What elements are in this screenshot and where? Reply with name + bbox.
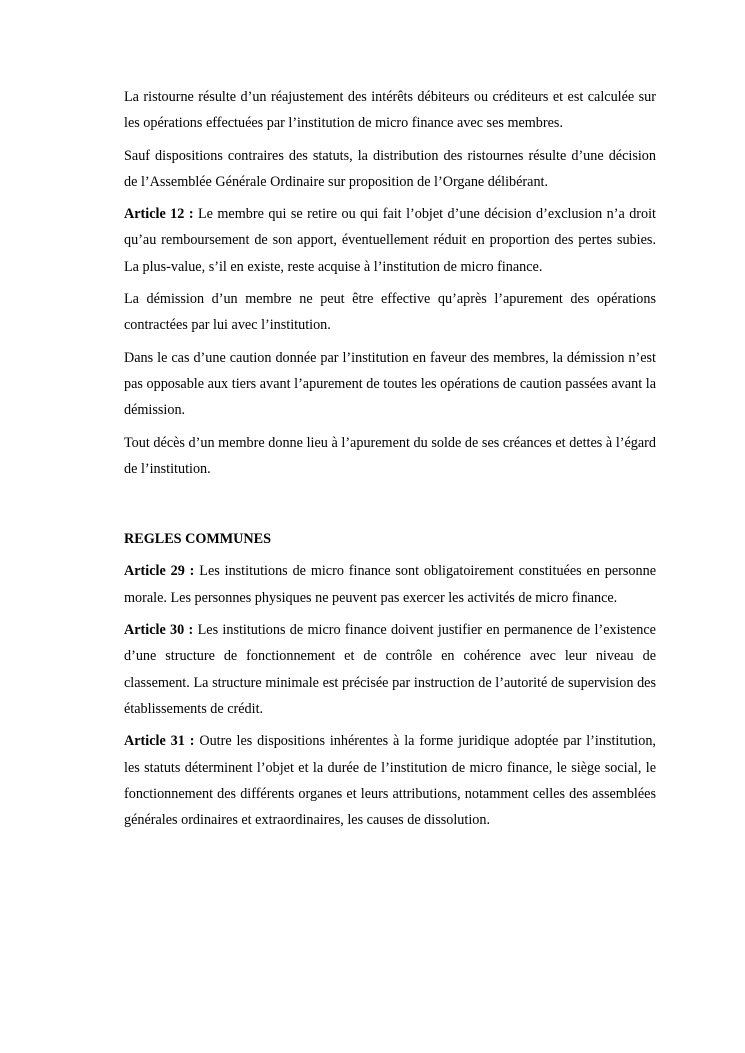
article-text: Outre les dispositions inhérentes à la forme juridique adoptée par l’institution, les statuts déterminent l’objet et la durée de l’institution de micro finance, le siège social, le fonctionnement des différents organes et leurs attributions, notamment celles des assemblées générales ordinaires et extraordinaires, les causes de dissolution. — [124, 733, 656, 829]
paragraph-ristourne — [124, 84, 656, 137]
paragraph-text: La ristourne résulte d’un réajustement des intérêts débiteurs ou créditeurs et est calculée sur les opérations effectuées par l’institution de micro finance avec ses membres. — [124, 89, 656, 132]
article-30 — [124, 617, 656, 722]
paragraph-text: Sauf dispositions contraires des statuts, la distribution des ristournes résulte d’une décision de l’Assemblée Générale Ordinaire sur proposition de l’Organe délibérant. — [124, 147, 656, 190]
article-31 — [124, 728, 656, 833]
paragraph-text: La démission d’un membre ne peut être effective qu’après l’apurement des opérations contractées par lui avec l’institution. — [124, 291, 656, 334]
article-text: Les institutions de micro finance sont obligatoirement constituées en personne morale. Les personnes physiques ne peuvent pas exercer les activités de micro finance. — [124, 563, 656, 606]
article-text: Les institutions de micro finance doivent justifier en permanence de l’existence d’une structure de fonctionnement et de contrôle en cohérence avec leur niveau de classement. La structure minimale est précisée par instruction de l’autorité de supervision des établissements de crédit. — [124, 622, 656, 717]
paragraph-distribution-ristournes — [124, 143, 656, 196]
article-label: Article 30 : — [124, 622, 194, 639]
article-text: Le membre qui se retire ou qui fait l’objet d’une décision d’exclusion n’a droit qu’au remboursement de son apport, éventuellement réduit en proportion des pertes subies. La plus-value, s’il en existe, reste acquise à l’institution de micro finance. — [124, 206, 656, 275]
article-29 — [124, 558, 656, 611]
paragraph-text: Dans le cas d’une caution donnée par l’institution en faveur des membres, la démission n’est pas opposable aux tiers avant l’apurement de toutes les opérations de caution passées avant la démission. — [124, 349, 656, 419]
paragraph-deces — [124, 430, 656, 483]
paragraph-demission — [124, 286, 656, 339]
section-heading: REGLES COMMUNES — [124, 531, 272, 548]
paragraph-text: Tout décès d’un membre donne lieu à l’apurement du solde de ses créances et dettes à l’égard de l’institution. — [124, 434, 656, 477]
section-spacer — [124, 488, 656, 526]
article-label: Article 12 : — [124, 206, 194, 223]
article-label: Article 29 : — [124, 563, 195, 580]
paragraph-caution — [124, 345, 656, 424]
article-12 — [124, 201, 656, 280]
article-label: Article 31 : — [124, 733, 195, 750]
document-page — [124, 84, 656, 839]
